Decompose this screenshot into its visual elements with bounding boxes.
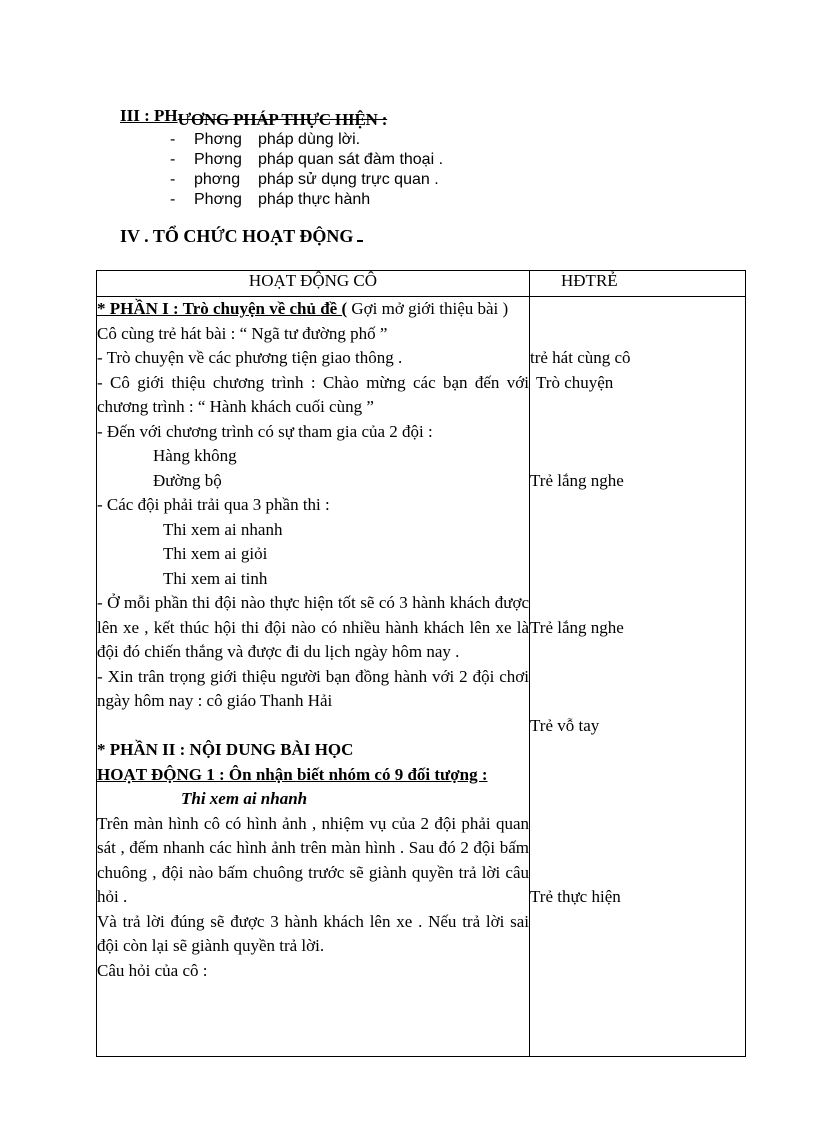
method-text: pháp quan sát đàm thoại . [258,151,444,168]
method-text: pháp dùng lời. [258,131,361,148]
paragraph: - Xin trân trọng giới thiệu người bạn đồng hành với 2 đội chơi ngày hôm nay : cô giáo Thanh Hải [97,666,529,710]
team-name: Hàng không [153,446,237,465]
method-word: phơng [194,171,241,188]
spacer [530,763,745,788]
bullet-dash: - [170,151,176,168]
activity1-heading: HOẠT ĐỘNG 1 : Ôn nhận biết nhóm có 9 đối tượng : [97,764,488,784]
round-name: Thi xem ai nhanh [163,519,283,539]
paragraph: - Cô giới thiệu chương trình : Chào mừng các bạn đến với chương trình : “ Hành khách cuối cùng ” [97,372,529,416]
method-word: Phơng [194,151,242,168]
paragraph: - Ở mỗi phần thi đội nào thực hiện tốt sẽ có 3 hành khách được lên xe , kết thúc hội thi đội nào có nhiều hành khách lên xe là đội đó chiến thắng và được đi du lịch ngày hôm nay . [97,593,529,661]
bullet-dash: - [170,171,176,188]
round-name: Thi xem ai giỏi [163,544,268,563]
bullet-dash: - [170,191,176,208]
table-row [97,297,746,1057]
section-4-title: IV . TỔ CHỨC HOẠT ĐỘNG [120,226,354,246]
teacher-activity-cell [97,297,530,1057]
spacer [530,322,745,347]
method-text: pháp sử dụng trực quan . [258,171,439,188]
spacer [530,420,745,445]
section-4-heading [120,226,363,247]
section-3-heading-part1: III : PH [120,106,178,125]
spacer [530,738,745,763]
paragraph: Và trả lời đúng sẽ được 3 hành khách lên xe . Nếu trả lời sai đội còn lại sẽ giành quyền trả lời. [97,911,529,955]
child-activity-cell [530,297,746,1057]
list-item [170,170,443,190]
spacer [530,444,745,469]
spacer [530,787,745,812]
methods-list [170,130,443,210]
part1-title: * PHẦN I : Trò chuyện về chủ đề ( [97,299,348,318]
section-3-heading [120,106,388,129]
method-text: pháp thực hành [258,191,371,208]
header-child-activity: HĐTRẺ [530,271,746,297]
spacer [530,567,745,592]
spacer [530,395,745,420]
bullet-dash: - [170,131,176,148]
paragraph: - Đến với chương trình có sự tham gia của 2 đội : [97,421,433,441]
method-word: Phơng [194,131,242,148]
table-header-row [97,271,746,297]
spacer [530,665,745,690]
part1-heading [97,297,529,322]
spacer [530,591,745,616]
spacer [530,493,745,518]
spacer [530,836,745,861]
spacer [530,542,745,567]
spacer [530,861,745,886]
paragraph: - Các đội phải trải qua 3 phần thi : [97,495,330,514]
activity-table [96,270,746,1057]
header-teacher-activity: HOẠT ĐỘNG CÔ [97,271,530,297]
list-item [170,150,443,170]
paragraph: Cô cùng trẻ hát bài : “ Ngã tư đường phố ” [97,323,388,343]
paragraph: - Trò chuyện về các phương tiện giao thông . [97,348,403,367]
list-item [170,130,443,150]
child-activity: Trẻ lắng nghe [530,470,624,490]
heading-underline-mark [357,226,363,242]
section-3-heading-part2: ƯƠNG PHÁP THỰC HIỆN : [177,110,388,129]
child-activity: Trẻ vỗ tay [530,715,600,735]
part2-heading: * PHẦN II : NỘI DUNG BÀI HỌC [97,740,354,759]
paragraph: Câu hỏi của cô : [97,960,208,980]
spacer [530,518,745,543]
method-word: Phơng [194,191,242,208]
child-activity: Trẻ lắng nghe [530,617,624,637]
activity1-subheading: Thi xem ai nhanh [181,789,308,808]
child-activity: Trẻ thực hiện [530,887,621,906]
part1-title-rest: Gợi mở giới thiệu bài ) [347,299,509,318]
spacer [530,640,745,665]
spacer [530,297,745,322]
paragraph: Trên màn hình cô có hình ảnh , nhiệm vụ của 2 đội phải quan sát , đếm nhanh các hình ảnh trên màn hình . Sau đó 2 đội bấm chuông , đội nào bấm chuông trước sẽ giành quyền trả lời câu hỏi . [97,813,529,906]
spacer [530,812,745,837]
child-activity: Trò chuyện [536,372,614,392]
team-name: Đường bộ [153,470,222,490]
round-name: Thi xem ai tinh [163,568,268,588]
spacer [530,689,745,714]
child-activity: trẻ hát cùng cô [530,348,631,367]
list-item [170,190,443,210]
spacer [97,714,529,739]
